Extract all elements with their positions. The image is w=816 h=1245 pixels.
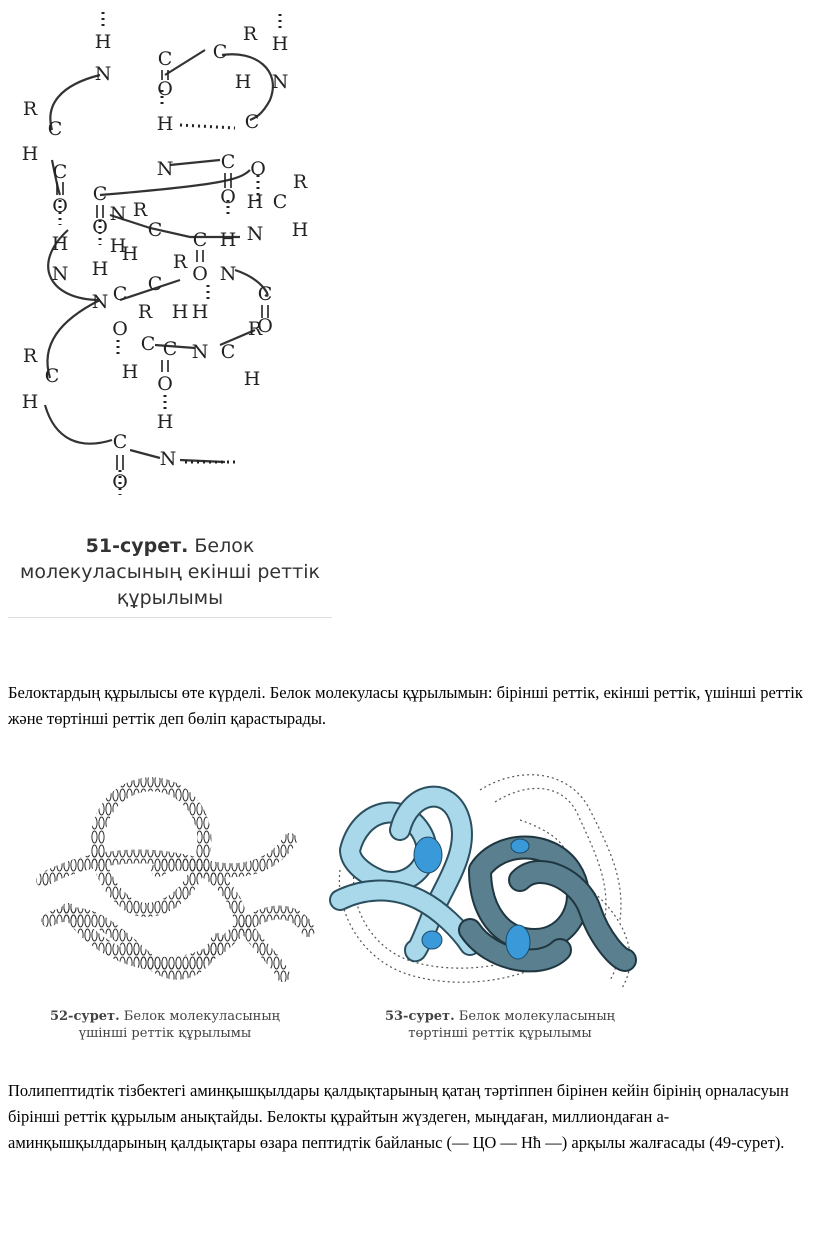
svg-text:C: C xyxy=(157,48,173,70)
figure-51-caption-number: 51-сурет. xyxy=(85,535,189,557)
quaternary-drawing xyxy=(320,760,650,1000)
svg-text:H: H xyxy=(219,229,237,251)
svg-text:H: H xyxy=(171,301,189,323)
svg-text:O: O xyxy=(112,318,128,340)
figure-52-caption-line1: Белок молекуласының xyxy=(123,1009,281,1024)
svg-text:C: C xyxy=(44,365,60,387)
svg-text:C: C xyxy=(92,183,108,205)
svg-text:H: H xyxy=(243,368,261,390)
svg-text:H: H xyxy=(121,361,139,383)
figure-divider xyxy=(8,617,332,618)
svg-text:C: C xyxy=(162,338,178,360)
svg-text:R: R xyxy=(22,98,38,120)
svg-text:N: N xyxy=(94,63,112,85)
svg-text:O: O xyxy=(157,78,173,100)
figure-52-tertiary-structure xyxy=(28,760,318,1000)
svg-text:O: O xyxy=(157,373,173,395)
svg-text:N: N xyxy=(271,71,289,93)
svg-text:R: R xyxy=(247,318,263,340)
svg-text:C: C xyxy=(147,273,163,295)
svg-text:H: H xyxy=(191,301,209,323)
svg-text:H: H xyxy=(91,258,109,280)
svg-text:H: H xyxy=(246,191,264,213)
svg-text:H: H xyxy=(271,33,289,55)
figure-52-caption xyxy=(20,1008,310,1042)
svg-text:H: H xyxy=(156,113,174,135)
svg-text:H: H xyxy=(51,233,69,255)
svg-text:C: C xyxy=(140,333,156,355)
figure-53-caption-number: 53-сурет. xyxy=(384,1009,455,1024)
svg-text:C: C xyxy=(112,431,128,453)
svg-text:C: C xyxy=(220,341,236,363)
figure-53-caption-line1: Белок молекуласының xyxy=(458,1009,616,1024)
svg-text:N: N xyxy=(91,291,109,313)
svg-text:O: O xyxy=(250,158,266,180)
alpha-helix-diagram xyxy=(0,0,340,530)
svg-text:N: N xyxy=(156,158,174,180)
figure-53-caption-line2: төртінші реттік құрылымы xyxy=(408,1026,592,1041)
svg-text:H: H xyxy=(21,143,39,165)
svg-text:R: R xyxy=(172,251,188,273)
svg-text:C: C xyxy=(212,41,228,63)
svg-text:N: N xyxy=(159,448,177,470)
svg-text:O: O xyxy=(192,263,208,285)
svg-text:N: N xyxy=(246,223,264,245)
svg-text:H: H xyxy=(21,391,39,413)
svg-text:C: C xyxy=(272,191,288,213)
svg-text:C: C xyxy=(220,151,236,173)
svg-text:R: R xyxy=(242,23,258,45)
figure-52-caption-line2: үшінші реттік құрылымы xyxy=(78,1026,252,1041)
svg-text:R: R xyxy=(22,345,38,367)
svg-text:O: O xyxy=(92,216,108,238)
svg-text:H: H xyxy=(291,219,309,241)
svg-text:H: H xyxy=(109,235,127,257)
figure-53-caption xyxy=(340,1008,660,1042)
svg-text:C: C xyxy=(244,111,260,133)
svg-text:R: R xyxy=(137,301,153,323)
svg-text:N: N xyxy=(191,341,209,363)
svg-text:H: H xyxy=(234,71,252,93)
svg-text:O: O xyxy=(52,195,68,217)
svg-text:N: N xyxy=(51,263,69,285)
svg-text:C: C xyxy=(112,283,128,305)
svg-text:C: C xyxy=(147,219,163,241)
svg-text:N: N xyxy=(219,263,237,285)
svg-text:H: H xyxy=(156,411,174,433)
svg-text:R: R xyxy=(292,171,308,193)
svg-text:H: H xyxy=(94,31,112,53)
svg-text:R: R xyxy=(132,199,148,221)
svg-text:H: H xyxy=(121,243,139,265)
coiled-helix-drawing xyxy=(28,760,318,1000)
figure-52-caption-number: 52-сурет. xyxy=(49,1009,120,1024)
figure-53-quaternary-structure xyxy=(320,760,650,1000)
svg-text:O: O xyxy=(112,471,128,493)
paragraph-primary-structure: Полипептидтік тізбектегі аминқышқылдары қалдықтарының қатаң тәртіппен бірінен кейін бірінің орналасуын бірінші реттік құрылым анықтайды. Белокты құрайтын жүздеген, мыңдаған, миллиондаған а-аминқышқылдарының қалдықтары өзара пептидтік байланыс (— ЦО — Нћ —) арқылы жалғасады (49-сурет). xyxy=(8,1081,789,1152)
figure-51-alpha-helix xyxy=(0,0,340,625)
svg-text:O: O xyxy=(257,315,273,337)
svg-text:C: C xyxy=(257,283,273,305)
svg-text:N: N xyxy=(109,203,127,225)
figure-51-caption-text: Белок молекуласының екінші реттік құрылымы xyxy=(20,535,320,609)
svg-text:C: C xyxy=(47,118,63,140)
paragraph-structure-levels: Белоктардың құрылысы өте күрделі. Белок молекуласы құрылымын: бірінші реттік, екінші реттік, үшінші реттік және төртінші реттік деп бөліп қарастырады. xyxy=(8,683,803,728)
svg-text:C: C xyxy=(192,229,208,251)
figure-51-caption xyxy=(20,533,320,611)
svg-text:C: C xyxy=(52,161,68,183)
svg-text:O: O xyxy=(220,186,236,208)
